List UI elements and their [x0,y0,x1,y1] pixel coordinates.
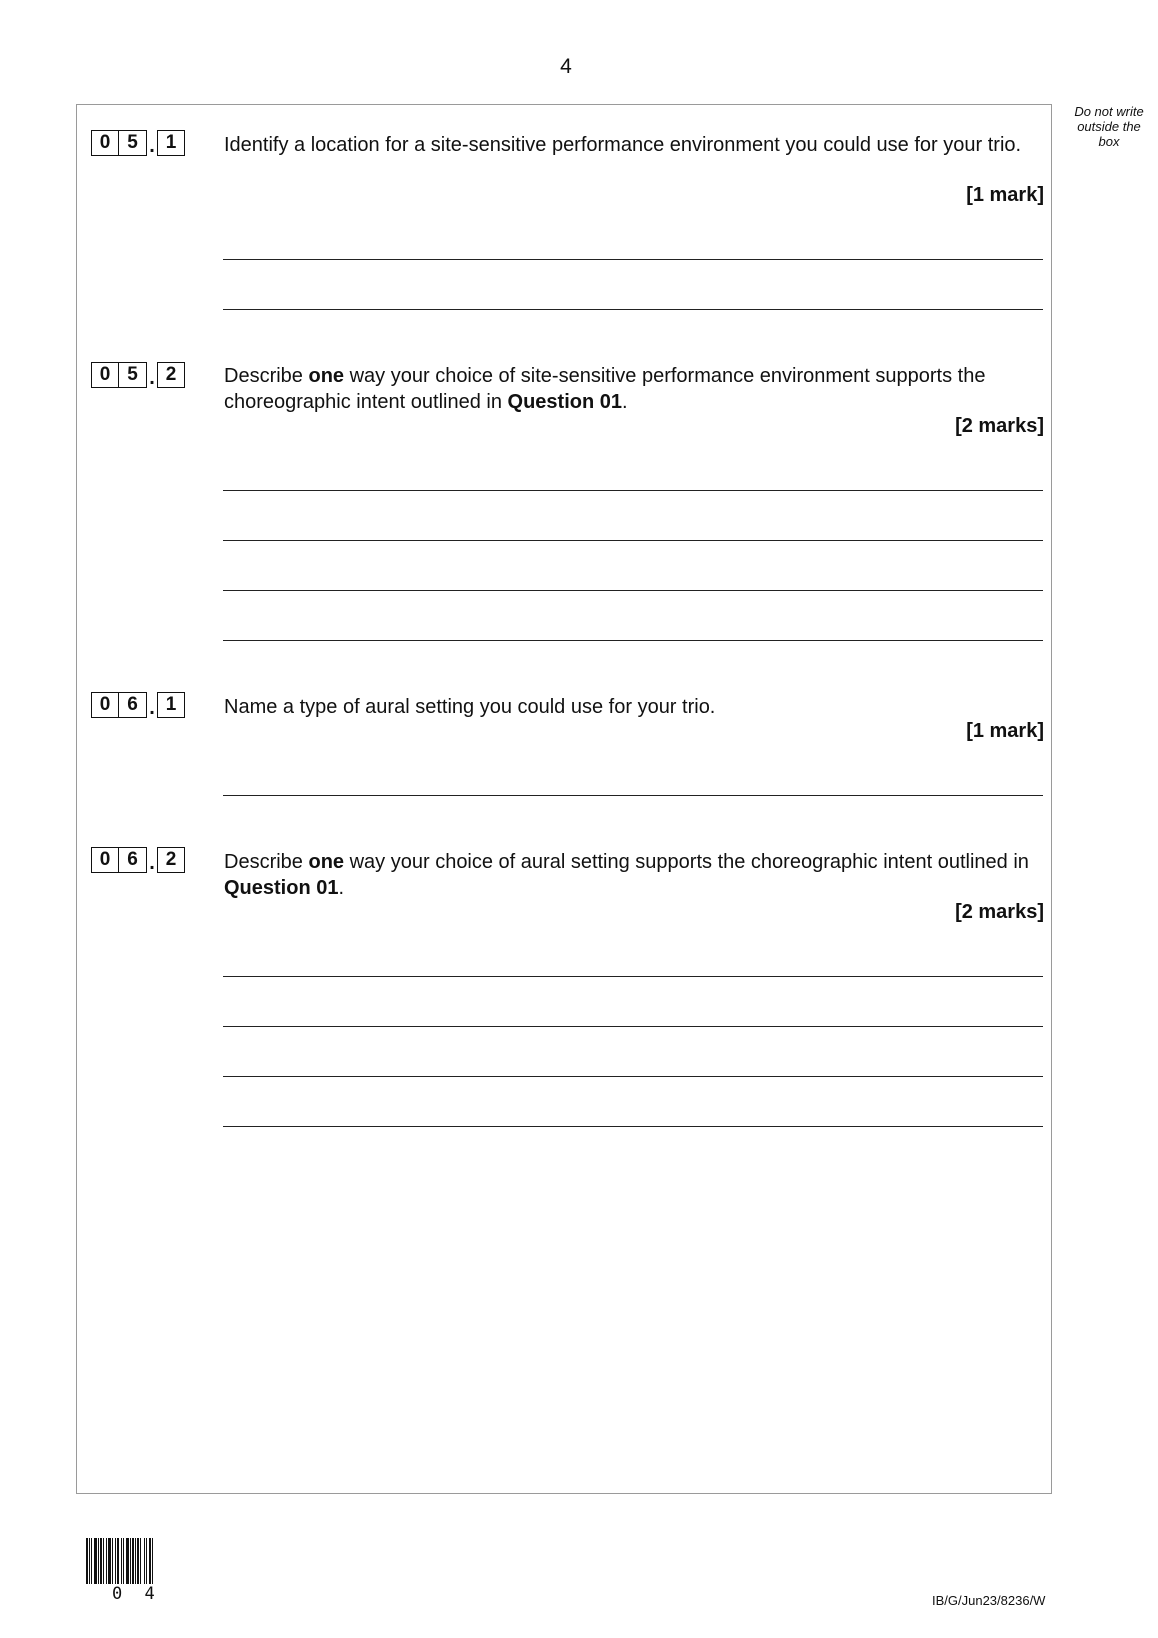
answer-line[interactable] [223,976,1043,977]
barcode-bar [153,1538,154,1584]
question-text-05-1 [224,132,1044,158]
question-number-dot: . [149,367,155,389]
answer-line[interactable] [223,259,1043,260]
answer-line[interactable] [223,640,1043,641]
footer-reference: IB/G/Jun23/8236/W [932,1593,1046,1608]
question-number-05-2 [91,362,185,388]
question-digit: 0 [91,362,119,388]
answer-line[interactable] [223,309,1043,310]
question-number-06-2 [91,847,185,873]
question-text-span: Identify a location for a site-sensitive performance environment you could use for your trio. [224,134,1022,156]
answer-line[interactable] [223,1026,1043,1027]
question-text-span: Name a type of aural setting you could use for your trio. [224,696,716,718]
question-text-span: way your choice of site-sensitive performance environment supports the choreographic intent outlined in [224,365,986,413]
question-text-span: Describe [224,851,309,873]
question-digit: 6 [119,847,147,873]
question-digit: 1 [157,692,185,718]
answer-line[interactable] [223,540,1043,541]
question-text-emphasis: one [308,365,345,387]
question-number-dot: . [149,135,155,157]
question-digit: 5 [119,130,147,156]
answer-line[interactable] [223,1076,1043,1077]
answer-line[interactable] [223,490,1043,491]
answer-line[interactable] [223,590,1043,591]
question-digit: 0 [91,692,119,718]
question-digit: 5 [119,362,147,388]
question-text-span: way your choice of aural setting supports the choreographic intent outlined in [344,851,1029,873]
question-digit: 2 [157,847,185,873]
margin-note: Do not write outside the box [1074,104,1144,149]
question-text-span: . [338,877,345,899]
answer-box [76,104,1052,1494]
question-text-emphasis: Question 01 [224,877,339,899]
question-text-emphasis: Question 01 [507,391,623,413]
marks-06-2: [2 marks] [955,901,1044,923]
marks-05-1: [1 mark] [966,184,1044,206]
marks-06-1: [1 mark] [966,720,1044,742]
answer-line[interactable] [223,795,1043,796]
page-number: 4 [560,55,572,78]
question-text-05-2 [224,363,1044,415]
question-digit: 0 [91,847,119,873]
question-text-06-2 [224,849,1044,901]
question-number-dot: . [149,852,155,874]
question-number-dot: . [149,697,155,719]
question-text-06-1 [224,694,1044,720]
question-digit: 0 [91,130,119,156]
marks-05-2: [2 marks] [955,415,1044,437]
question-digit: 2 [157,362,185,388]
question-text-span: Describe [224,365,309,387]
question-text-span: . [622,391,628,413]
question-digit: 6 [119,692,147,718]
question-number-06-1 [91,692,185,718]
question-number-05-1 [91,130,185,156]
question-text-emphasis: one [308,851,345,873]
question-digit: 1 [157,130,185,156]
answer-line[interactable] [223,1126,1043,1127]
barcode [86,1538,154,1584]
barcode-text: 0 4 [112,1584,161,1604]
